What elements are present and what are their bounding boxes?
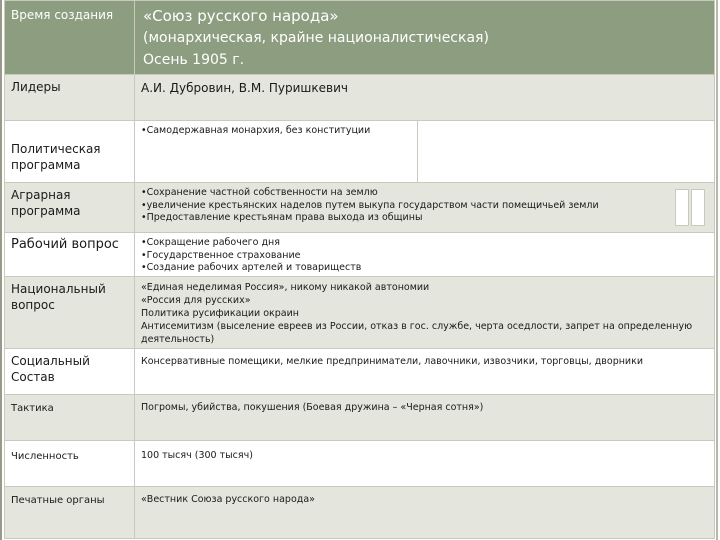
national-item: деятельность) — [141, 334, 215, 345]
agrarian-row — [5, 183, 715, 233]
tactics-label-cell — [5, 395, 135, 441]
agrarian-label: Аграрная программа — [11, 188, 81, 218]
social-value-cell — [135, 349, 715, 395]
politics-label-cell — [5, 121, 135, 183]
social-label-cell — [5, 349, 135, 395]
national-item: «Единая неделимая Россия», никому никакой автономии — [141, 282, 430, 293]
header-label-cell — [5, 1, 135, 75]
politics-row — [5, 121, 715, 183]
header-label: Время создания — [11, 8, 114, 22]
tactics-row — [5, 395, 715, 441]
agrarian-item: •увеличение крестьянских наделов путем выкупа государством части помещичьей земли — [141, 199, 599, 211]
national-items — [135, 277, 714, 346]
national-label: Национальный вопрос — [11, 282, 106, 312]
press-label-cell — [5, 487, 135, 539]
leaders-value: А.И. Дубровин, В.М. Пуришкевич — [141, 81, 348, 95]
labour-label: Рабочий вопрос — [11, 237, 119, 252]
national-value-cell — [135, 277, 715, 349]
tactics-label: Тактика — [11, 403, 54, 414]
national-item: Политика русификации окраин — [141, 308, 300, 319]
social-label: Социальный Состав — [11, 354, 90, 384]
national-label-cell — [5, 277, 135, 349]
social-value: Консервативные помещики, мелкие предприниматели, лавочники, извозчики, торговцы, дворники — [141, 356, 644, 367]
agrarian-label-cell — [5, 183, 135, 233]
leaders-label-cell — [5, 75, 135, 121]
count-label: Численность — [11, 451, 79, 462]
header-title-cell — [135, 1, 715, 75]
tactics-value-cell — [135, 395, 715, 441]
national-row — [5, 277, 715, 349]
party-table — [4, 0, 715, 539]
agrarian-value-cell — [135, 183, 715, 233]
press-value: «Вестник Союза русского народа» — [141, 494, 315, 505]
national-item: «Россия для русских» — [141, 295, 251, 306]
social-row — [5, 349, 715, 395]
count-row — [5, 441, 715, 487]
labour-row — [5, 233, 715, 277]
labour-item: •Создание рабочих артелей и товариществ — [141, 262, 362, 273]
party-subtitle: (монархическая, крайне националистическая) — [143, 30, 489, 46]
politics-label: Политическая программа — [11, 142, 101, 172]
party-date: Осень 1905 г. — [143, 52, 245, 68]
leaders-label: Лидеры — [11, 80, 61, 94]
press-label: Печатные органы — [11, 495, 105, 506]
header-row — [5, 1, 715, 75]
politics-item: •Самодержавная монархия, без конституции — [141, 125, 371, 136]
labour-item: •Государственное страхование — [141, 249, 301, 261]
party-title: «Союз русского народа» — [143, 7, 339, 25]
agrarian-side-box — [675, 189, 689, 226]
labour-label-cell — [5, 233, 135, 277]
national-item: Антисемитизм (выселение евреев из России, отказ в гос. службе, черта оседлости, запрет на определенную — [141, 321, 693, 332]
tactics-value: Погромы, убийства, покушения (Боевая дружина – «Черная сотня») — [141, 402, 484, 413]
labour-item: •Сокращение рабочего дня — [141, 237, 280, 248]
politics-value-cell — [135, 121, 715, 183]
labour-items — [135, 233, 714, 275]
agrarian-item: •Сохранение частной собственности на землю — [141, 187, 378, 198]
count-value-cell — [135, 441, 715, 487]
politics-divider — [417, 121, 418, 182]
agrarian-side-box — [691, 189, 705, 226]
agrarian-item: •Предоставление крестьянам права выхода из общины — [141, 212, 423, 223]
count-label-cell — [5, 441, 135, 487]
politics-items — [135, 121, 714, 138]
press-value-cell — [135, 487, 715, 539]
press-row — [5, 487, 715, 539]
count-value: 100 тысяч (300 тысяч) — [141, 450, 253, 461]
leaders-value-cell — [135, 75, 715, 121]
agrarian-items — [135, 183, 714, 225]
leaders-row — [5, 75, 715, 121]
labour-value-cell — [135, 233, 715, 277]
